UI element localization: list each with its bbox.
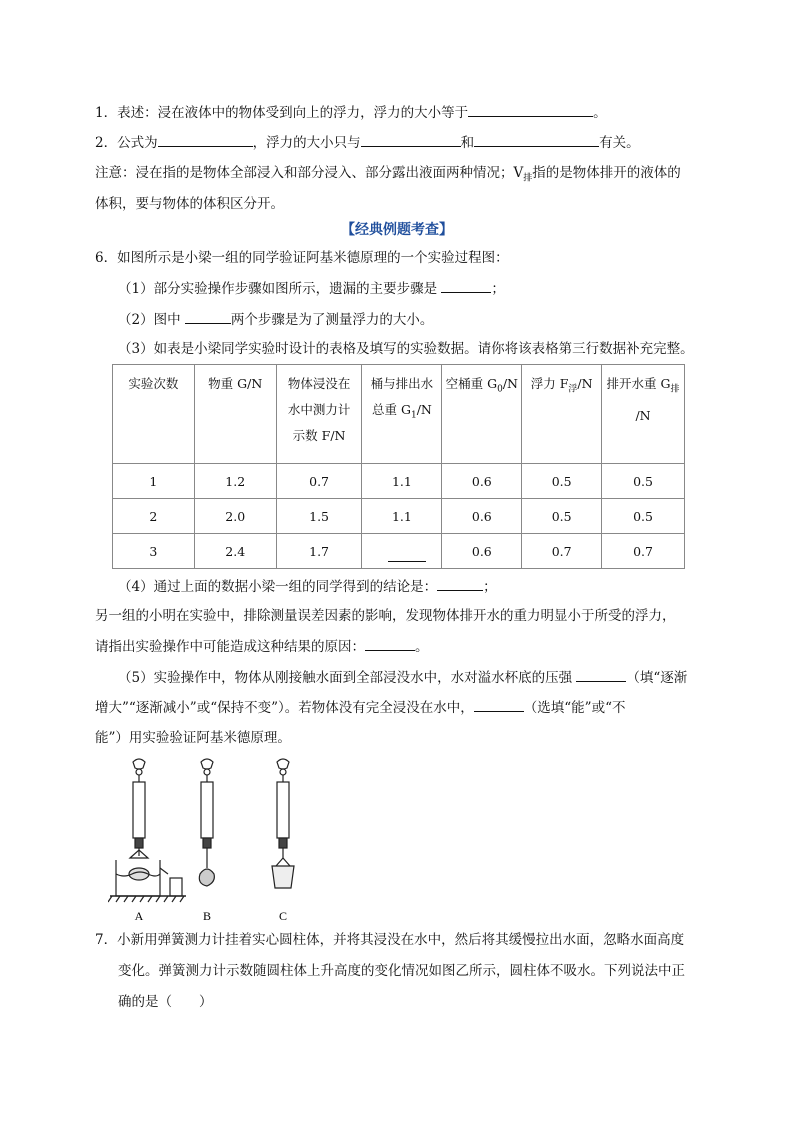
spring-scale-a bbox=[108, 759, 186, 902]
table-row bbox=[113, 499, 685, 534]
table-header-cell: 浮力 $F_浮/N$ bbox=[522, 365, 602, 464]
note-line-1: 注意：浸在指的是物体全部浸入和部分浸入、部分露出液面两种情况；$V_排$指的是物体排开的液体的 bbox=[95, 165, 681, 184]
table-cell: 1.1 bbox=[362, 464, 442, 499]
table-cell: 0.5 bbox=[522, 464, 602, 499]
q6-part-5: （5）实验操作中，物体从刚接触水面到全部浸没水中，水对溢水杯底的压强 （填“逐渐 bbox=[118, 667, 687, 688]
figure-label: B bbox=[202, 909, 212, 923]
question-7-line-2: 变化。弹簧测力计示数随圆柱体上升高度的变化情况如图乙所示，圆柱体不吸水。下列说法中正 bbox=[118, 963, 685, 979]
answer-blank[interactable] bbox=[365, 636, 415, 651]
table-cell: 1 bbox=[113, 464, 195, 499]
spring-scale-b bbox=[199, 759, 214, 886]
q6-part-1: （1）部分实验操作步骤如图所示，遗漏的主要步骤是 ； bbox=[118, 278, 505, 299]
table-cell: 0.6 bbox=[442, 464, 522, 499]
table-header-cell: 实验次数 bbox=[113, 365, 195, 464]
figure-label: A bbox=[134, 909, 144, 923]
table-header-cell: 空桶重 $G_0/N$ bbox=[442, 365, 522, 464]
table-header-cell: 桶与排出水 总重 $G_1/N$ bbox=[362, 365, 442, 464]
answer-blank[interactable] bbox=[388, 547, 426, 562]
table-cell: 1.2 bbox=[194, 464, 276, 499]
table-header-row bbox=[113, 365, 685, 464]
spring-scale-c bbox=[272, 759, 294, 888]
q6-part-4-cont: 另一组的小明在实验中，排除测量误差因素的影响，发现物体排开水的重力明显小于所受的浮力， bbox=[95, 608, 676, 624]
table-blank-cell[interactable] bbox=[362, 534, 442, 569]
q6-part-3: （3）如表是小梁同学实验时设计的表格及填写的实验数据。请你将该表格第三行数据补充完整。 bbox=[118, 341, 694, 357]
question-1: 1．表述：浸在液体中的物体受到向上的浮力，浮力的大小等于 。 bbox=[95, 102, 607, 123]
answer-blank[interactable] bbox=[441, 278, 491, 293]
table-cell: 1.7 bbox=[276, 534, 362, 569]
answer-blank[interactable] bbox=[474, 697, 524, 712]
table-cell: 2.0 bbox=[194, 499, 276, 534]
table-cell: 2.4 bbox=[194, 534, 276, 569]
table-cell: 0.7 bbox=[276, 464, 362, 499]
answer-blank[interactable] bbox=[576, 667, 626, 682]
table-header-cell: 排开水重 $G_排$ /N bbox=[602, 365, 685, 464]
q6-part-5-cont: 增大”“逐渐减小”或“保持不变”）。若物体没有完全浸没在水中， （选填“能”或“不 bbox=[95, 697, 625, 718]
table-cell: 1.1 bbox=[362, 499, 442, 534]
table-cell: 0.7 bbox=[602, 534, 685, 569]
question-6-stem: 6．如图所示是小梁一组的同学验证阿基米德原理的一个实验过程图： bbox=[95, 250, 509, 266]
answer-blank[interactable] bbox=[437, 576, 483, 591]
table-cell: 0.5 bbox=[602, 464, 685, 499]
question-7-line-3: 确的是（ ） bbox=[118, 994, 213, 1010]
answer-blank[interactable] bbox=[468, 102, 593, 117]
section-title: 【经典例题考查】 bbox=[341, 222, 453, 238]
data-table bbox=[112, 364, 685, 569]
answer-blank[interactable] bbox=[185, 309, 231, 324]
table-cell: 1.5 bbox=[276, 499, 362, 534]
q6-part-5-end: 能”）用实验验证阿基米德原理。 bbox=[95, 730, 291, 746]
q6-part-2: （2）图中 两个步骤是为了测量浮力的大小。 bbox=[118, 309, 433, 330]
table-row bbox=[113, 464, 685, 499]
table-cell: 0.6 bbox=[442, 499, 522, 534]
table-cell: 0.7 bbox=[522, 534, 602, 569]
table-header-cell: 物重 G/N bbox=[194, 365, 276, 464]
q6-part-4-reason: 请指出实验操作中可能造成这种结果的原因： 。 bbox=[95, 636, 429, 657]
question-7: 7．小新用弹簧测力计挂着实心圆柱体，并将其浸没在水中，然后将其缓慢拉出水面，忽略水面高度 bbox=[95, 932, 685, 948]
table-row bbox=[113, 534, 685, 569]
table-cell: 2 bbox=[113, 499, 195, 534]
table-cell: 0.6 bbox=[442, 534, 522, 569]
experiment-figure bbox=[108, 756, 308, 926]
table-header-cell: 物体浸没在 水中测力计 示数 F/N bbox=[276, 365, 362, 464]
table-cell: 0.5 bbox=[522, 499, 602, 534]
note-line-2: 体积，要与物体的体积区分开。 bbox=[95, 196, 284, 212]
answer-blank[interactable] bbox=[361, 132, 461, 147]
answer-blank[interactable] bbox=[474, 132, 599, 147]
figure-label: C bbox=[278, 909, 288, 923]
answer-blank[interactable] bbox=[158, 132, 253, 147]
q6-part-4: （4）通过上面的数据小梁一组的同学得到的结论是： ； bbox=[118, 576, 497, 597]
table-cell: 3 bbox=[113, 534, 195, 569]
table-cell: 0.5 bbox=[602, 499, 685, 534]
question-2: 2．公式为 ，浮力的大小只与 和 有关。 bbox=[95, 132, 640, 153]
